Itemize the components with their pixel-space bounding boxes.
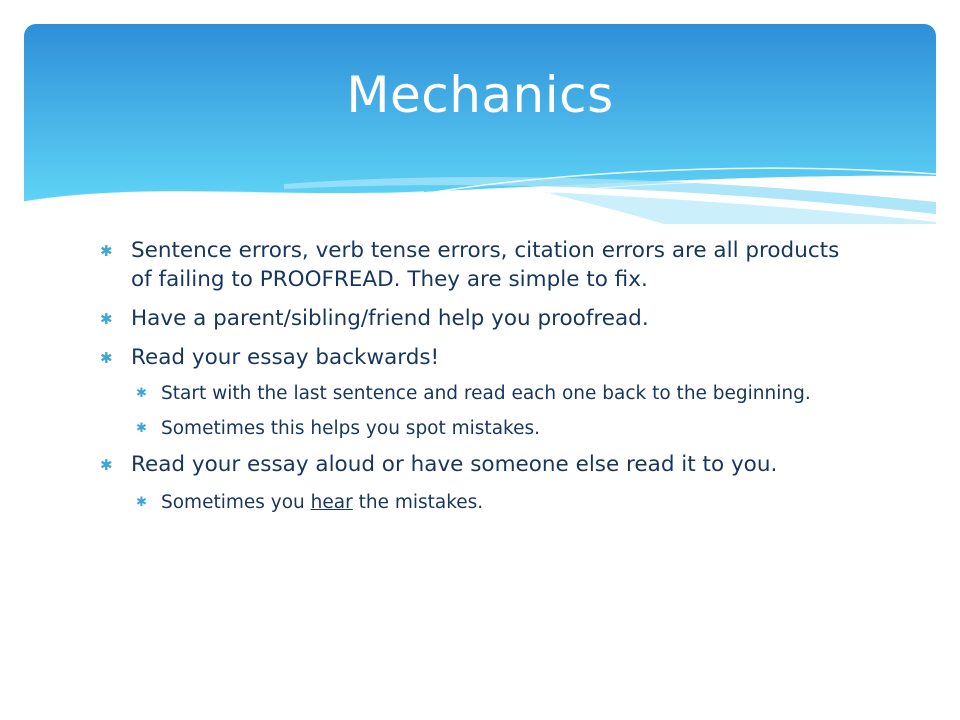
asterisk-bullet-icon: ✱	[100, 349, 113, 367]
asterisk-bullet-icon: ✱	[136, 386, 147, 401]
sub-bullet-item	[136, 415, 860, 442]
asterisk-bullet-icon: ✱	[100, 310, 113, 328]
text-after: the mistakes.	[352, 492, 484, 513]
header-banner	[24, 24, 936, 224]
slide-body	[100, 236, 860, 524]
bullet-item	[100, 343, 860, 372]
bullet-item	[100, 236, 860, 294]
bullet-item	[100, 304, 860, 333]
asterisk-bullet-icon: ✱	[100, 242, 113, 260]
bullet-text: Have a parent/sibling/friend help you proofread.	[131, 306, 649, 331]
bullet-list	[100, 236, 860, 516]
sub-bullet-item	[136, 489, 860, 516]
bullet-text: Sentence errors, verb tense errors, citation errors are all products of failing to PROOFREAD. They are simple to fix.	[131, 238, 840, 292]
header-wave-graphic	[24, 24, 936, 224]
bullet-text: Sometimes this helps you spot mistakes.	[161, 418, 540, 439]
sub-bullet-item	[136, 380, 860, 407]
underlined-word: hear	[310, 492, 353, 513]
bullet-text: Start with the last sentence and read each one back to the beginning.	[161, 383, 811, 404]
slide-title: Mechanics	[346, 66, 614, 124]
bullet-text: Read your essay backwards!	[131, 345, 440, 370]
asterisk-bullet-icon: ✱	[100, 456, 113, 474]
text-before: Sometimes you	[161, 492, 311, 513]
bullet-text	[161, 492, 483, 513]
bullet-text: Read your essay aloud or have someone else read it to you.	[131, 452, 778, 477]
asterisk-bullet-icon: ✱	[136, 495, 147, 510]
asterisk-bullet-icon: ✱	[136, 421, 147, 436]
bullet-item	[100, 450, 860, 479]
